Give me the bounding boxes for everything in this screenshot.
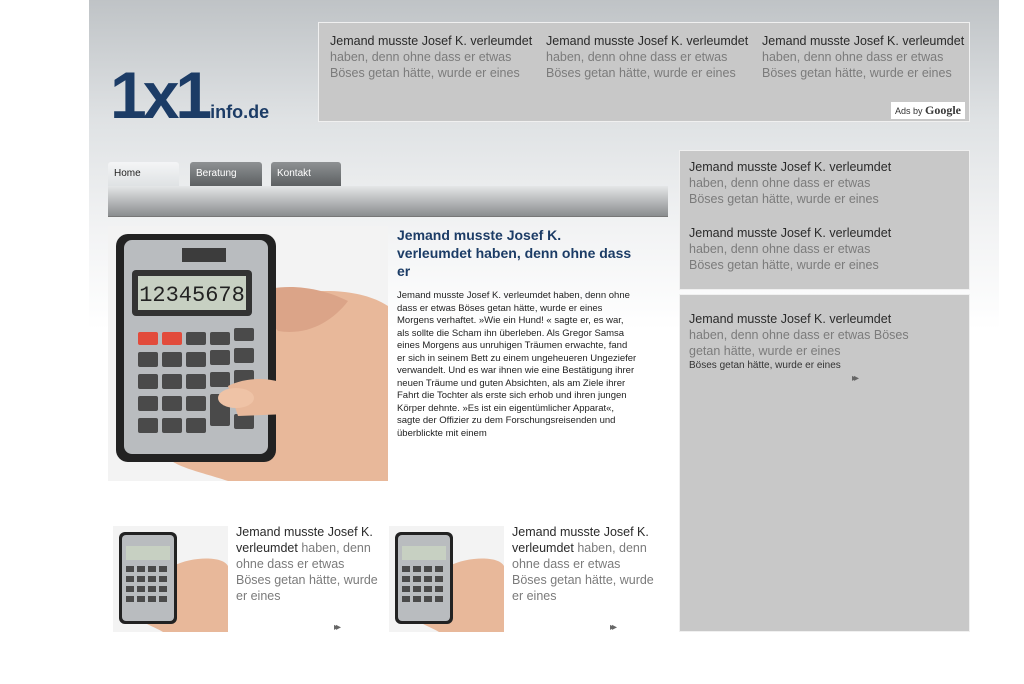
ad-text: haben, denn ohne dass er etwas bbox=[330, 50, 512, 64]
ad-text: haben, denn ohne dass er etwas Böses bbox=[689, 328, 909, 342]
tab-beratung[interactable]: Beratung bbox=[190, 162, 262, 186]
logo-main: 1x1 bbox=[110, 58, 209, 132]
ad-text: Böses getan hätte, wurde er eines bbox=[546, 66, 736, 80]
top-ad-block bbox=[318, 22, 970, 122]
nav-bar bbox=[108, 186, 668, 217]
ads-by-prefix: Ads by bbox=[894, 106, 923, 116]
site-logo[interactable] bbox=[110, 58, 270, 132]
sidebar-ad-block-2 bbox=[679, 294, 970, 632]
teaser-thumbnail bbox=[113, 526, 228, 632]
ad-title[interactable]: Jemand musste Josef K. verleumdet bbox=[689, 312, 892, 326]
ad-title[interactable]: Jemand musste Josef K. verleumdet bbox=[689, 160, 892, 174]
more-arrow-icon[interactable]: ▸▸ bbox=[334, 622, 339, 633]
ads-by-brand: Google bbox=[925, 103, 961, 117]
tab-kontakt[interactable]: Kontakt bbox=[271, 162, 341, 186]
article-body: Jemand musste Josef K. verleumdet haben, denn ohne dass er etwas Böses getan hätte, wurde er eines Morgens verhaftet. »Wie ein Hund! « sagte er, es war, als sollte die Scham ihn überleben. Als Gregor Samsa eines Morgens aus unruhigen Träumen erwachte, fand er sich in seinem Bett zu einem ungeheueren Ungeziefer verwandelt. Und es war ihnen wie eine Bestätigung ihrer neuen Träume und guten Absichten, als am Ziele ihrer Fahrt die Tochter als erste sich erhob und ihren jungen Körper dehnte. »Es ist ein eigentümlicher Apparat«, sagte der Offizier zu dem Forschungsreisenden und überblickte mit einem bbox=[397, 290, 637, 439]
teaser-title[interactable]: Jemand musste Josef K. verleumdet bbox=[236, 525, 373, 555]
ad-text: Böses getan hätte, wurde er eines bbox=[689, 258, 879, 272]
main-article bbox=[397, 226, 637, 440]
ad-title[interactable]: Jemand musste Josef K. verleumdet bbox=[689, 226, 892, 240]
ad-text: Böses getan hätte, wurde er eines bbox=[689, 192, 879, 206]
teaser-desc: haben, denn ohne dass er etwas Böses getan hätte, wurde er eines bbox=[236, 541, 378, 603]
ad-text: haben, denn ohne dass er etwas bbox=[762, 50, 944, 64]
ads-by-google[interactable] bbox=[891, 102, 965, 119]
teaser-title[interactable]: Jemand musste Josef K. verleumdet bbox=[512, 525, 649, 555]
ad-text: haben, denn ohne dass er etwas bbox=[546, 50, 728, 64]
ad-text: getan hätte, wurde er eines bbox=[689, 344, 841, 358]
article-title[interactable]: Jemand musste Josef K. verleumdet haben, denn ohne dass er bbox=[397, 227, 632, 279]
more-arrow-icon[interactable]: ▸▸ bbox=[852, 373, 857, 384]
sidebar-ad-block-1 bbox=[679, 150, 970, 290]
tab-home[interactable]: Home bbox=[108, 162, 179, 186]
calculator-display: 12345678 bbox=[139, 283, 245, 308]
ad-extra-text: Böses getan hätte, wurde er eines bbox=[689, 360, 841, 371]
ad-title[interactable]: Jemand musste Josef K. verleumdet bbox=[546, 34, 749, 48]
teaser-2[interactable] bbox=[389, 526, 659, 632]
ad-text: Böses getan hätte, wurde er eines bbox=[330, 66, 520, 80]
hero-calculator-image bbox=[108, 226, 388, 481]
ad-title[interactable]: Jemand musste Josef K. verleumdet bbox=[762, 34, 965, 48]
sidebar-ad[interactable] bbox=[689, 225, 959, 273]
more-arrow-icon[interactable]: ▸▸ bbox=[610, 622, 615, 633]
ad-text: Böses getan hätte, wurde er eines bbox=[762, 66, 952, 80]
sidebar-ad[interactable] bbox=[689, 311, 959, 372]
teaser-text bbox=[236, 524, 381, 604]
top-ad-1[interactable] bbox=[330, 33, 540, 81]
teaser-desc: haben, denn ohne dass er etwas Böses getan hätte, wurde er eines bbox=[512, 541, 654, 603]
ad-text: haben, denn ohne dass er etwas bbox=[689, 242, 871, 256]
teaser-text bbox=[512, 524, 657, 604]
logo-suffix: info.de bbox=[210, 102, 270, 122]
sidebar-ad[interactable] bbox=[689, 159, 959, 207]
ad-title[interactable]: Jemand musste Josef K. verleumdet bbox=[330, 34, 533, 48]
top-ad-2[interactable] bbox=[546, 33, 756, 81]
teaser-thumbnail bbox=[389, 526, 504, 632]
top-ad-3[interactable] bbox=[762, 33, 972, 81]
teaser-1[interactable] bbox=[113, 526, 383, 632]
ad-text: haben, denn ohne dass er etwas bbox=[689, 176, 871, 190]
